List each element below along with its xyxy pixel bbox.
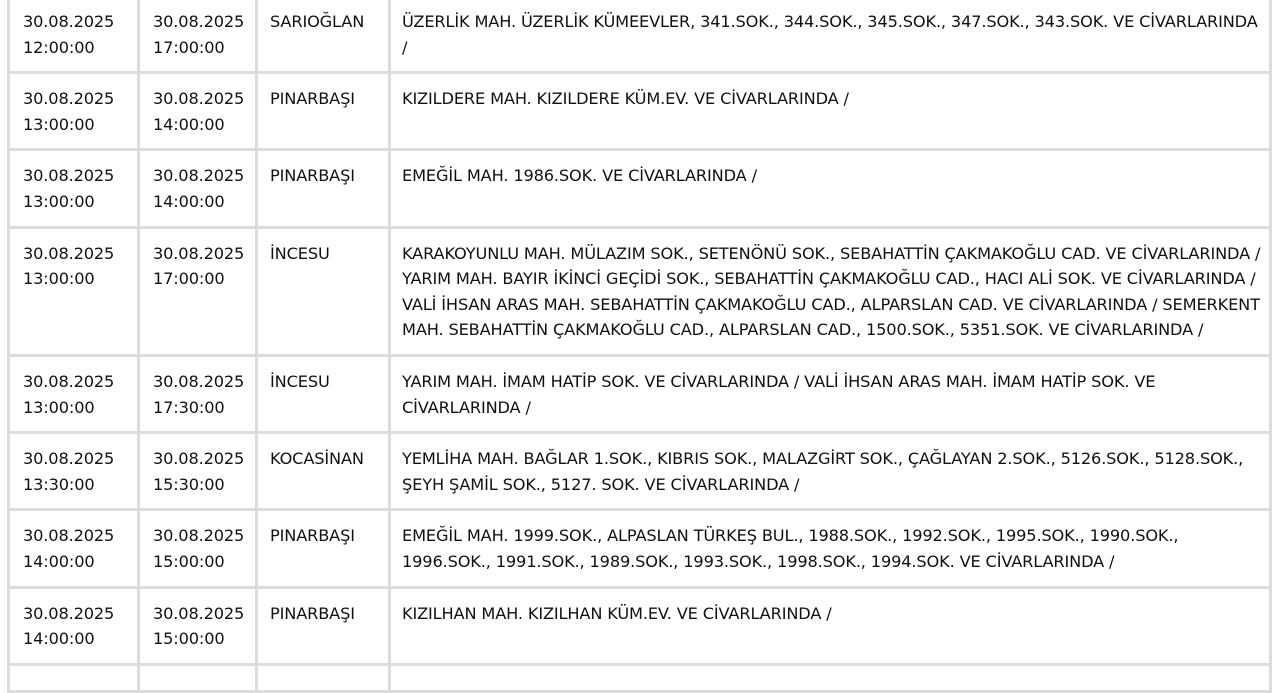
table-row: [10, 434, 1269, 508]
end-date: 30.08.2025: [153, 12, 245, 31]
table-row: [10, 151, 1269, 225]
empty-cell: [10, 666, 137, 690]
end-cell: [140, 151, 255, 225]
end-cell: [140, 357, 255, 431]
area-cell: ÜZERLİK MAH. ÜZERLİK KÜMEEVLER, 341.SOK., 344.SOK., 345.SOK., 347.SOK., 343.SOK. VE CİVARLARINDA /: [391, 0, 1269, 71]
start-cell: [10, 0, 137, 71]
area-cell: EMEĞİL MAH. 1986.SOK. VE CİVARLARINDA /: [391, 151, 1269, 225]
end-time: 14:00:00: [153, 114, 225, 134]
start-cell: [10, 589, 137, 663]
start-date: 30.08.2025: [23, 166, 115, 186]
end-cell: [140, 74, 255, 148]
start-date: 30.08.2025: [23, 243, 115, 263]
table-row: [10, 511, 1269, 585]
end-time: 17:00:00: [153, 269, 225, 289]
start-time: 14:00:00: [23, 629, 95, 649]
start-date: 30.08.2025: [23, 371, 115, 391]
start-date: 30.08.2025: [23, 603, 115, 623]
district-cell: PINARBAŞI: [258, 511, 388, 585]
district-cell: PINARBAŞI: [258, 74, 388, 148]
area-cell: EMEĞİL MAH. 1999.SOK., ALPASLAN TÜRKEŞ BUL., 1988.SOK., 1992.SOK., 1995.SOK., 1990.SOK., 1996.SOK., 1991.SOK., 1989.SOK., 1993.SOK., 1998.SOK., 1994.SOK. VE CİVARLARINDA /: [391, 511, 1269, 585]
end-time: 15:00:00: [153, 629, 225, 649]
start-cell: [10, 229, 137, 354]
start-time: 13:00:00: [23, 397, 95, 417]
end-cell: [140, 0, 255, 71]
end-date: 30.08.2025: [153, 526, 245, 546]
area-cell: KIZILDERE MAH. KIZILDERE KÜM.EV. VE CİVARLARINDA /: [391, 74, 1269, 148]
table-row: [10, 589, 1269, 663]
end-cell: [140, 511, 255, 585]
start-time: 13:00:00: [23, 269, 95, 289]
end-time: 15:00:00: [153, 551, 225, 571]
start-cell: [10, 511, 137, 585]
district-cell: PINARBAŞI: [258, 589, 388, 663]
area-cell: KIZILHAN MAH. KIZILHAN KÜM.EV. VE CİVARLARINDA /: [391, 589, 1269, 663]
start-time: 13:00:00: [23, 114, 95, 134]
table-row: [10, 0, 1269, 71]
empty-cell: [258, 666, 388, 690]
area-cell: YARIM MAH. İMAM HATİP SOK. VE CİVARLARINDA / VALİ İHSAN ARAS MAH. İMAM HATİP SOK. VE CİVARLARINDA /: [391, 357, 1269, 431]
end-cell: [140, 589, 255, 663]
district-cell: PINARBAŞI: [258, 151, 388, 225]
outage-table: [7, 0, 1272, 693]
outage-table-container: [7, 0, 1272, 693]
start-time: 13:00:00: [23, 191, 95, 211]
district-cell: İNCESU: [258, 357, 388, 431]
area-cell: YEMLİHA MAH. BAĞLAR 1.SOK., KIBRIS SOK., MALAZGİRT SOK., ÇAĞLAYAN 2.SOK., 5126.SOK., 5128.SOK., ŞEYH ŞAMİL SOK., 5127. SOK. VE CİVARLARINDA /: [391, 434, 1269, 508]
table-row: [10, 74, 1269, 148]
area-cell: KARAKOYUNLU MAH. MÜLAZIM SOK., SETENÖNÜ SOK., SEBAHATTİN ÇAKMAKOĞLU CAD. VE CİVARLARINDA / YARIM MAH. BAYIR İKİNCİ GEÇİDİ SOK., SEBAHATTİN ÇAKMAKOĞLU CAD., HACI ALİ SOK. VE CİVARLARINDA / VALİ İHSAN ARAS MAH. SEBAHATTİN ÇAKMAKOĞLU CAD., ALPARSLAN CAD. VE CİVARLARINDA / SEMERKENT MAH. SEBAHATTİN ÇAKMAKOĞLU CAD., ALPARSLAN CAD., 1500.SOK., 5351.SOK. VE CİVARLARINDA /: [391, 229, 1269, 354]
end-date: 30.08.2025: [153, 449, 245, 469]
end-time: 14:00:00: [153, 191, 225, 211]
table-row-partial: [10, 666, 1269, 690]
start-date: 30.08.2025: [23, 89, 115, 109]
end-date: 30.08.2025: [153, 166, 245, 186]
district-cell: KOCASİNAN: [258, 434, 388, 508]
end-date: 30.08.2025: [153, 371, 245, 391]
start-cell: [10, 434, 137, 508]
start-date: 30.08.2025: [23, 526, 115, 546]
end-date: 30.08.2025: [153, 243, 245, 263]
empty-cell: [140, 666, 255, 690]
start-time: 13:30:00: [23, 474, 95, 494]
table-row: [10, 229, 1269, 354]
start-date: 30.08.2025: [23, 449, 115, 469]
end-time: 17:00:00: [153, 37, 225, 57]
empty-cell: [391, 666, 1269, 690]
end-date: 30.08.2025: [153, 603, 245, 623]
start-cell: [10, 357, 137, 431]
start-cell: [10, 151, 137, 225]
end-cell: [140, 229, 255, 354]
district-cell: İNCESU: [258, 229, 388, 354]
start-date: 30.08.2025: [23, 12, 115, 31]
start-time: 14:00:00: [23, 551, 95, 571]
district-cell: SARIOĞLAN: [258, 0, 388, 71]
end-date: 30.08.2025: [153, 89, 245, 109]
start-cell: [10, 74, 137, 148]
end-time: 17:30:00: [153, 397, 225, 417]
table-row: [10, 357, 1269, 431]
end-cell: [140, 434, 255, 508]
start-time: 12:00:00: [23, 37, 95, 57]
end-time: 15:30:00: [153, 474, 225, 494]
